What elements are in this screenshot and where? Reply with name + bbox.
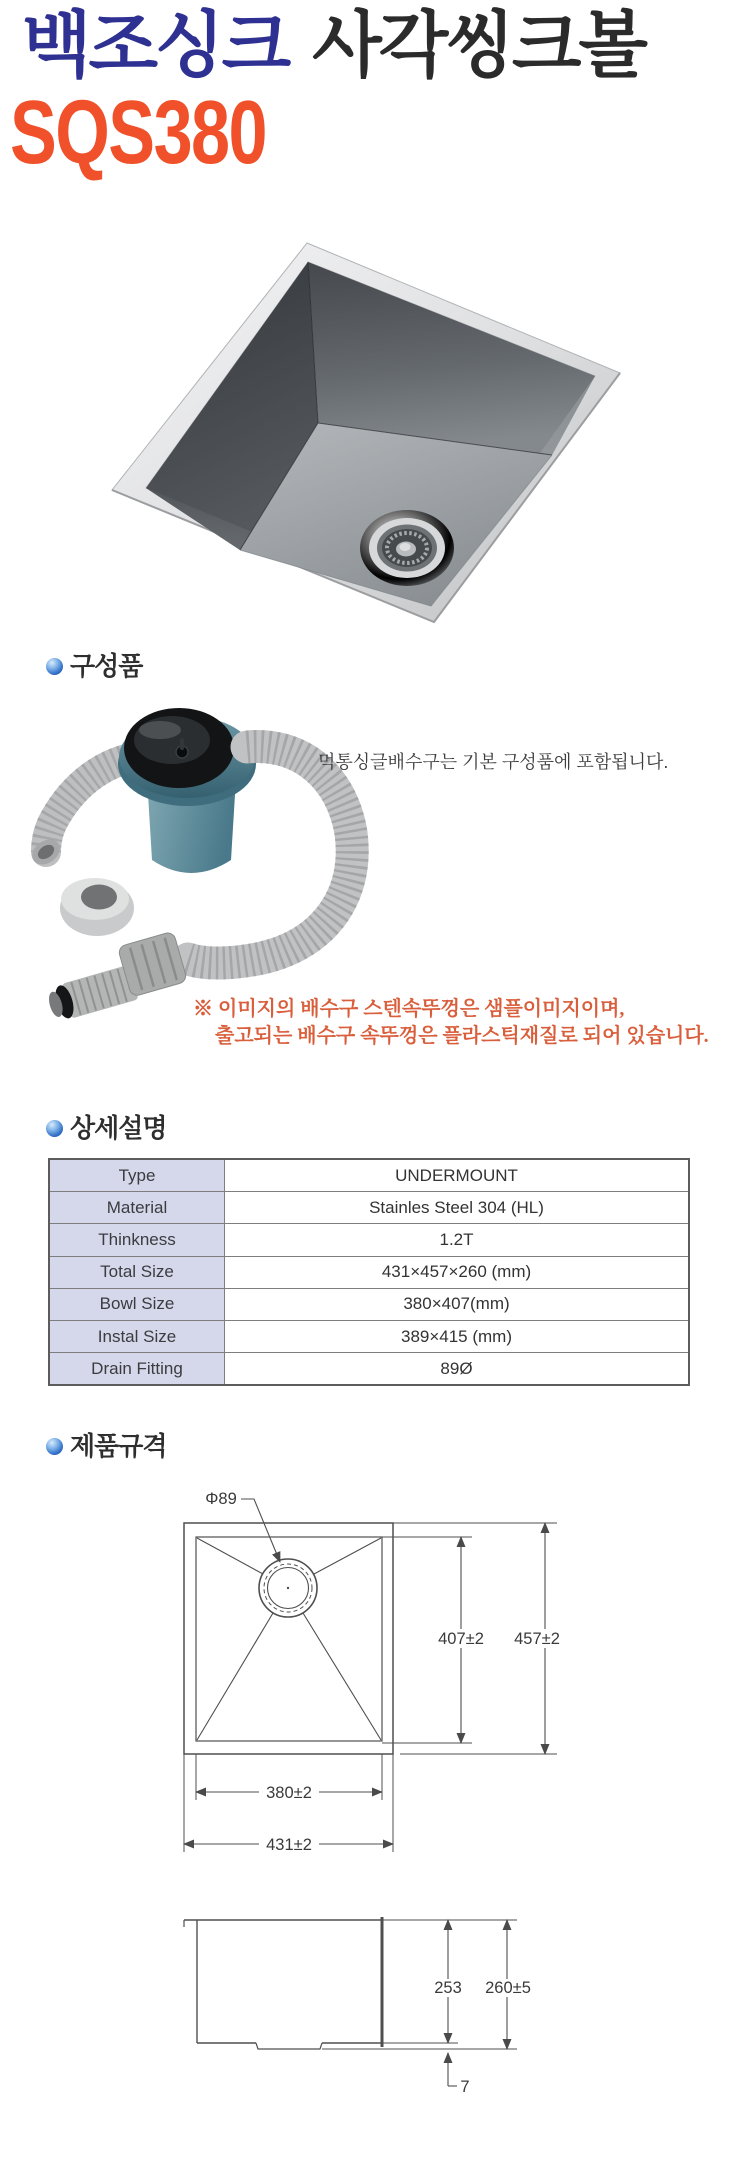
dim-bowl-width: 380±2 [266, 1784, 312, 1802]
side-view-drawing [184, 1917, 537, 2086]
table-row [50, 1160, 688, 1192]
row-value: 380×407(mm) [403, 1294, 510, 1314]
row-label: Drain Fitting [50, 1353, 225, 1384]
dim-overall-height: 260±5 [485, 1979, 531, 1997]
table-row [50, 1224, 688, 1256]
spec-table [48, 1158, 690, 1386]
dim-bowl-depth: 407±2 [438, 1630, 484, 1648]
row-value: UNDERMOUNT [395, 1165, 518, 1185]
row-value: 431×457×260 (mm) [381, 1262, 532, 1282]
section-heading-spec: 제품규격 [70, 1431, 167, 1461]
row-label: Bowl Size [50, 1289, 225, 1320]
row-value: Stainles Steel 304 (HL) [369, 1197, 544, 1217]
row-label: Instal Size [50, 1321, 225, 1352]
brand-title: 백조싱크 [22, 6, 289, 86]
sink-photo [90, 160, 650, 640]
row-label: Type [50, 1160, 225, 1191]
table-row [50, 1353, 688, 1384]
page-title [22, 6, 645, 86]
bullet-icon [46, 1438, 63, 1455]
section-heading-components: 구성품 [70, 651, 143, 681]
reducer-ring [60, 878, 134, 936]
dim-bowl-height: 253 [434, 1979, 462, 1997]
sink-drain [360, 510, 454, 586]
table-row [50, 1289, 688, 1321]
warning-note-line2: 출고되는 배수구 속뚜껑은 플라스틱재질로 되어 있습니다. [215, 1025, 709, 1047]
bullet-icon [46, 1120, 63, 1137]
components-note: 먹통싱글배수구는 기본 구성품에 포함됩니다. [318, 752, 669, 772]
bullet-icon [46, 658, 63, 675]
warning-note-line1: ※ 이미지의 배수구 스텐속뚜껑은 샘플이미지이며, [193, 998, 625, 1020]
hose-left [30, 758, 130, 870]
product-title: 사각씽크볼 [312, 6, 645, 86]
row-value: 89Ø [440, 1358, 473, 1378]
drain-body [118, 708, 256, 873]
section-heading-details: 상세설명 [70, 1113, 167, 1143]
row-value: 1.2T [439, 1229, 474, 1249]
table-row [50, 1192, 688, 1224]
row-value: 389×415 (mm) [400, 1326, 513, 1346]
row-label: Total Size [50, 1257, 225, 1288]
row-label: Thinkness [50, 1224, 225, 1255]
hose-fitting [40, 931, 189, 1020]
drain-assembly-photo [30, 690, 480, 1020]
dim-overall-depth: 457±2 [514, 1630, 560, 1648]
table-row [50, 1321, 688, 1353]
model-number: SQS380 [10, 83, 267, 183]
dim-overall-width: 431±2 [266, 1836, 312, 1854]
dim-drain-diameter: Φ89 [205, 1490, 237, 1508]
top-view-drawing [184, 1499, 568, 1854]
table-row [50, 1257, 688, 1289]
row-label: Material [50, 1192, 225, 1223]
tech-drawing [95, 1480, 665, 2159]
dim-base-gap: 7 [460, 2078, 470, 2096]
